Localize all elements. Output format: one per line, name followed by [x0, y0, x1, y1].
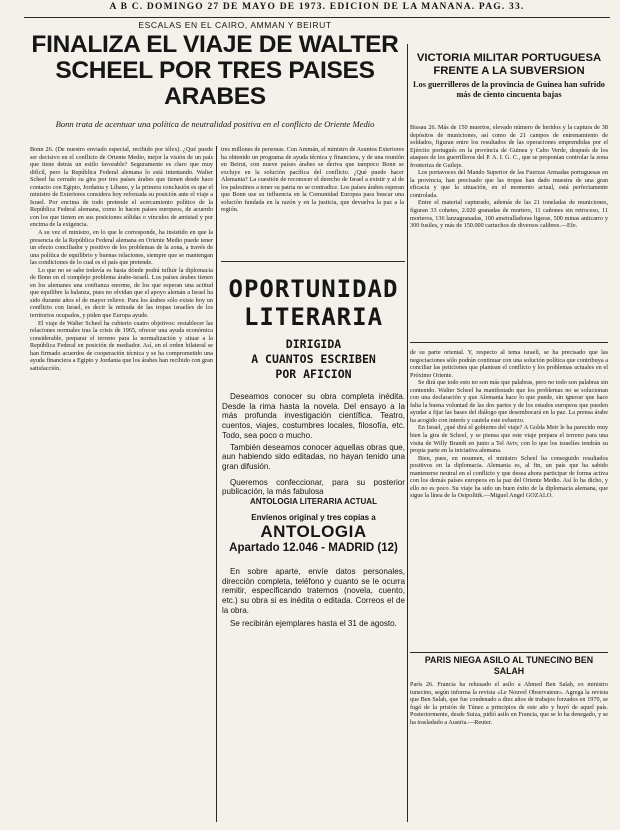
main-story-column-2: [221, 146, 404, 258]
right-paragraph: Los portavoces del Mando Superior de las Fuerzas Armadas portuguesas en la provincia, han precisado que las tropas han dado muestra de una gran eficacia y que la situación, en el momento actual, está perfectamente controlada.: [410, 169, 608, 199]
column-divider: [407, 44, 408, 822]
main-paragraph: Bonn 26. (De nuestro enviado especial, recibido por télex). ¿Qué puede ser decisivo en el conflicto de Oriente Medio, mejor la visión de un país que tiene detrás un estilo favorable? Seguramente es claro que muy difícil, pero la República Federal alemana lo está intentando. Walter Scheel ha cerrado su gira por tres países árabes que tienen desde hace contacto con Egipto, Jordania y Líbano, y la primera conclusión es que el ministro de Exteriores considera hoy reforzada su posición ante el viaje a Israel. Por encima de todo pretende el acercamiento político de la República Federal alemana, como lo hacen países europeos, de acuerdo con los que tienen en sus posiciones sólidas o vínculos de amistad y por encima de la exigencia.: [30, 146, 213, 229]
right-paragraph: Entre el material capturado, además de las 21 toneladas de municiones, figuran 33 cohetes, 2.020 granadas de mortero, 11 cañones sin retroceso, 11 morteros, 136 lanzagranadas, 100 ametralladoras ligeras, 500 minas anticarro y 300 fusiles, y más de 150.000 cartuchos de diversos calibres.—Efe.: [410, 199, 608, 230]
masthead: A B C. DOMINGO 27 DE MAYO DE 1973. EDICION DE LA MAÑANA. PAG. 33.: [109, 2, 525, 12]
main-story-column-1: [30, 146, 213, 822]
right-headline: VICTORIA MILITAR PORTUGUESA FRENTE A LA SUBVERSION: [416, 52, 602, 77]
ad-title-2: LITERARIA: [243, 303, 384, 331]
paris-headline: PARIS NIEGA ASILO AL TUNECINO BEN SALAH: [424, 655, 594, 676]
continuation-paragraph: Se dirá que todo esto no son más que palabras, pero no todo son palabras sin contenido. Walter Scheel ha manifestado que los problemas no se solucionan con una declaración y que Alemania hace lo que puede, sin ignorar que hace falta la buena voluntad de las dos partes y de los estados europeos que pueden ayudar a fijar las bases del diálogo que desembocará en la paz. La prensa árabe ha acogido con interés y cautela este esfuerzo.: [410, 379, 608, 424]
main-story-continuation: [410, 349, 608, 651]
literary-ad: [222, 265, 405, 822]
ad-body-3: Queremos confeccionar, para su posterior publicación, la más fabulosa: [222, 477, 405, 497]
right-paragraph: Bissau 26. Más de 150 muertos, elevado número de heridos y la captura de 38 depósitos de municiones, así como de 21 campos de entrenamiento de soldados, figuran entre los resultados de las operaciones emprendidas por el Ejército portugués en la provincia de Guinea y Cabo Verde, después de los ataques de los guerrilleros del P. A. I. G. C., que se proponían controlar la zona fronteriza de Guileje.: [410, 124, 608, 169]
column-divider: [216, 146, 217, 822]
main-paragraph: tres millones de personas. Con Ammán, el ministro de Asuntos Exteriores ha obtenido un programa de ayuda técnica y financiera, y de una reunión en Beirut, con nueve países árabes se deriva que tampoco Bonn se excluye en la solución pacífica del conflicto. ¿Qué puede hacer Alemania? La cuestión de reconocer el derecho de Israel a existir y al de los palestinos a tener su patria no se contradice. Los países árabes esperan que Bonn use su influencia en la Comunidad Europea para buscar una solución fundada en la razón y en la justicia, que devuelva la paz a la región.: [221, 146, 404, 214]
continuation-paragraph: En Israel, ¿qué dirá el gobierno del viaje? A Golda Meir le ha parecido muy bien la gira de Scheel, y se piensa que este viaje prepara el terreno para una visita de Willy Brandt en junio a Tel Aviv, con lo que los israelíes tendrán su propia parte en la iniciativa alemana.: [410, 424, 608, 455]
main-subhead: Bonn trata de acentuar una política de neutralidad positiva en el conflicto de Oriente Medio: [55, 119, 375, 129]
continuation-paragraph: Bien, pues, en resumen, el ministro Scheel ha conseguido resultados positivos en la diplomacia. Alemania es, al fin, un país que ha sabido mantenerse neutral en el conflicto y que desea ahora participar de forma activa con los demás países europeos en la paz del Oriente Medio. Así lo ha dicho, y ello no es poco. Su viaje ha sido un buen éxito de la diplomacia alemana, que sigue la línea de la Ostpolitik.—Miguel Angel GOZALO.: [410, 454, 608, 500]
right-story-text: [410, 124, 608, 337]
right-section-rule: [410, 652, 608, 653]
ad-directed-3: POR AFICION: [275, 367, 352, 381]
ad-directed-2: A CUANTOS ESCRIBEN: [251, 352, 376, 366]
ad-body-1: Deseamos conocer su obra completa inédita. Desde la rima hasta la novela. Del ensayo a la más profunda investigación científica. Teatro, cuentos, viajes, costumbres locales, filosofía, etc. Todo, sea poco o mucho.: [222, 392, 405, 440]
ad-title-1: OPORTUNIDAD: [228, 275, 399, 303]
continuation-paragraph: de su parte oriental. Y, respecto al tema israelí, se ha precisado que las negociaciones sólo podrán continuar con una solución política que contribuya a conciliar las peticiones que plantean el conflicto y los problemas actuales en el Próximo Oriente.: [410, 349, 608, 379]
main-paragraph: El viaje de Walter Scheel ha cubierto cuatro objetivos: restablecer las relaciones normales tras la crisis de 1965, ofrecer una ayuda económica considerable, preparar el terreno para la normalización y situar a la República Federal en posición de mediador. Así, en el orden bilateral se han firmado acuerdos de cooperación técnica y se ha comprometido una ayuda financiera a Egipto y Jordania que los árabes han recibido con gran satisfacción.: [30, 319, 213, 372]
right-subhead: Los guerrilleros de la provincia de Guinea han sufrido más de ciento cincuenta bajas: [413, 80, 605, 100]
right-section-rule: [410, 342, 608, 343]
ad-directed-1: DIRIGIDA: [285, 337, 342, 351]
ad-body-3-bold: ANTOLOGIA LITERARIA ACTUAL: [250, 497, 377, 507]
paris-story-text: [410, 681, 608, 822]
ad-body-5: Se recibirán ejemplares hasta el 31 de agosto.: [230, 618, 397, 628]
main-paragraph: A su vez el ministro, en lo que le corresponde, ha insistido en que la presencia de la República Federal alemana en Oriente Medio puede tener un efecto conciliador y positivo de los problemas de la zona, a través de una política de equilibrio y buenas relaciones, siempre que se mantengan las condiciones de lo cual es el país que pretende.: [30, 229, 213, 267]
main-headline: FINALIZA EL VIAJE DE WALTER SCHEEL POR TRES PAISES ARABES: [31, 31, 399, 110]
ad-address: Apartado 12.046 - MADRID (12): [229, 542, 398, 555]
masthead-rule: [24, 17, 610, 18]
main-paragraph: Lo que no se sabe todavía es hasta dónde podrá influir la diplomacia de Bonn en el complejo problema árabe-israelí. Los países árabes tienen en los alemanes una confianza enorme, de los que esperan una actitud que equilibre la balanza, pues no olvidan que el apoyo alemán a Israel ha sido durante años el de mayor relieve. Para los árabes sólo existe hoy un conflicto con Israel, es decir la retirada de las tropas israelíes de los territorios ocupados, y piden que Europa ayude.: [30, 266, 213, 320]
main-kicker: ESCALAS EN EL CAIRO, AMMAN Y BEIRUT: [138, 20, 332, 30]
ad-top-rule: [221, 261, 405, 262]
ad-body-4: En sobre aparte, envíe datos personales, dirección completa, teléfono y cuanto se le ocurra remitir, especificando tratemos (novela, cuento, etc.) su obra si es inédita o editada. Correos el de la obra.: [222, 567, 405, 615]
paris-paragraph: París 26. Francia ha rehusado el asilo a Ahmed Ben Salah, ex ministro tunecino, según informa la revista «Le Nouvel Observateur». Agrega la revista que Ben Salah, que fue condenado a diez años de trabajos forzados en 1970, se fugó de la prisión de Túnez a principios de este año y huyó de aquel país. Posteriormente, desde Suiza, pidió asilo en Francia, que se lo ha denegado, y se ha trasladado a Austria.—Reuter.: [410, 681, 608, 726]
ad-send-line: Envíenos original y tres copias a: [251, 512, 376, 522]
ad-brand: ANTOLOGIA: [260, 522, 367, 542]
ad-body-2: También deseamos conocer aquellas obras que, aun habiendo sido editadas, no hayan tenido una gran difusión.: [222, 442, 405, 471]
